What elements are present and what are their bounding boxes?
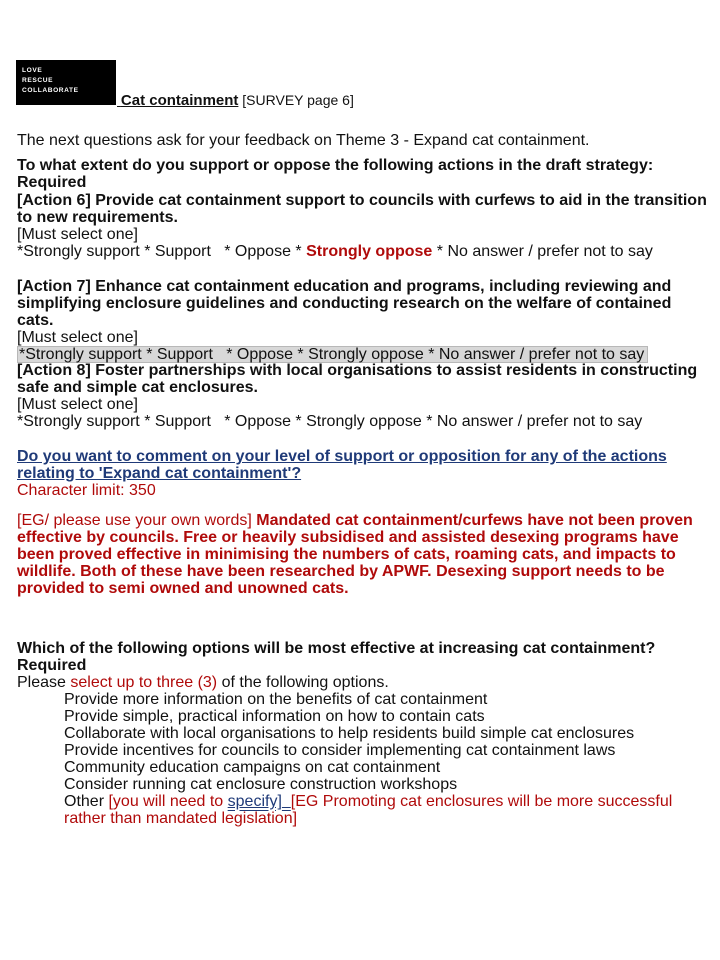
section-title: Cat containment <box>120 92 239 109</box>
option-item[interactable]: Consider running cat enclosure construction workshops <box>64 776 458 793</box>
option-item[interactable]: Provide more information on the benefits of cat containment <box>64 691 488 708</box>
select-instruction: Please select up to three (3) of the following options. <box>17 674 389 691</box>
comment-answer[interactable] <box>17 512 707 597</box>
option-strongly-support[interactable]: *Strongly support <box>17 243 140 260</box>
option-item[interactable]: Community education campaigns on cat containment <box>64 759 441 776</box>
options-row <box>17 413 707 430</box>
option-strongly-oppose[interactable]: Strongly oppose <box>306 413 422 430</box>
option-no-answer[interactable]: * No answer / prefer not to say <box>426 413 643 430</box>
option-other[interactable]: Other [you will need to specify] [EG Promoting cat enclosures will be more successful rather than mandated legislation] <box>64 793 673 827</box>
option-support[interactable]: * Support <box>144 243 211 260</box>
action-text: [Action 6] Provide cat containment support to councils with curfews to aid in the transition to new requirements. <box>17 192 707 226</box>
option-strongly-support[interactable]: *Strongly support <box>19 346 142 363</box>
option-item[interactable]: Provide incentives for councils to consider implementing cat containment laws <box>64 742 616 759</box>
must-select-label: [Must select one] <box>17 226 138 243</box>
intro-text: The next questions ask for your feedback on Theme 3 - Expand cat containment. <box>17 132 590 149</box>
option-item[interactable]: Collaborate with local organisations to help residents build simple cat enclosures <box>64 725 635 742</box>
character-limit: Character limit: 350 <box>17 482 156 499</box>
option-oppose[interactable]: * Oppose * <box>224 413 302 430</box>
comment-prefix: [EG/ please use your own words] <box>17 512 252 529</box>
comment-section <box>17 448 707 499</box>
options-row <box>17 243 707 260</box>
option-strongly-support[interactable]: *Strongly support <box>17 413 140 430</box>
select-limit: select up to three (3) <box>70 674 218 691</box>
action-text: [Action 7] Enhance cat containment education and programs, including reviewing and simplifying enclosure guidelines and conducting research on the welfare of contained cats. <box>17 278 672 329</box>
comment-question: Do you want to comment on your level of support or opposition for any of the actions relating to 'Expand cat containment'? <box>17 448 667 482</box>
effective-options-question: Which of the following options will be most effective at increasing cat containment? Required <box>17 640 656 674</box>
logo-line: RESCUE <box>22 77 54 84</box>
option-strongly-oppose[interactable]: Strongly oppose <box>308 346 424 363</box>
logo-line: LOVE <box>22 67 43 74</box>
action-7 <box>17 278 707 363</box>
option-no-answer[interactable]: * No answer / prefer not to say <box>428 346 645 363</box>
option-oppose[interactable]: * Oppose * <box>224 243 302 260</box>
must-select-label: [Must select one] <box>17 329 138 346</box>
survey-page-label: [SURVEY page 6] <box>242 92 354 108</box>
page-title <box>117 92 354 109</box>
other-example: [EG Promoting cat enclosures will be more successful rather than mandated legislation] <box>64 793 673 827</box>
option-no-answer[interactable]: * No answer / prefer not to say <box>436 243 653 260</box>
option-oppose[interactable]: * Oppose * <box>226 346 304 363</box>
action-6 <box>17 192 707 260</box>
action-text: [Action 8] Foster partnerships with local organisations to assist residents in constructing safe and simple cat enclosures. <box>17 362 698 396</box>
organisation-logo <box>16 60 116 105</box>
specify-struck: specify] <box>227 793 282 810</box>
comment-answer-text: Mandated cat containment/curfews have not been proven effective by councils. Free or heavily subsidised and assisted desexing programs have been proved effective in minimising the numbers of cats, roaming cats, and impacts to wildlife. Both of these have been researched by APWF. Desexing support needs to be provided to semi owned and unowned cats. <box>17 512 693 597</box>
options-highlight <box>17 346 648 363</box>
must-select-label: [Must select one] <box>17 396 138 413</box>
action-8 <box>17 362 707 430</box>
question-support-oppose: To what extent do you support or oppose the following actions in the draft strategy: Required <box>17 157 654 191</box>
option-support[interactable]: * Support <box>144 413 211 430</box>
option-item[interactable]: Provide simple, practical information on how to contain cats <box>64 708 485 725</box>
options-row <box>17 346 707 363</box>
option-strongly-oppose-selected[interactable]: Strongly oppose <box>306 243 433 260</box>
logo-line: COLLABORATE <box>22 87 79 94</box>
effective-options-section <box>17 640 707 827</box>
option-support[interactable]: * Support <box>146 346 213 363</box>
options-list <box>17 691 707 827</box>
